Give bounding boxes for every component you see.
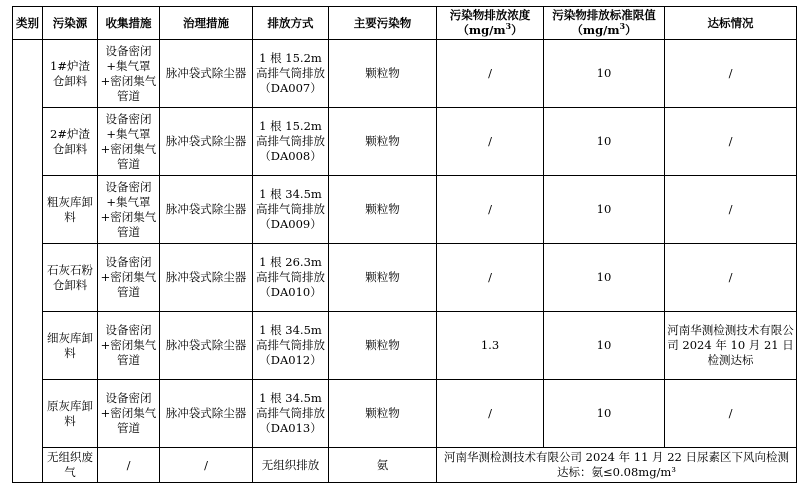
collection-cell: 设备密闭+集气罩+密闭集气管道 <box>98 108 160 176</box>
header-concentration-label: 污染物排放浓度 <box>449 8 531 22</box>
category-cell <box>13 40 43 483</box>
discharge-cell: 1 根 34.5m 高排气筒排放（DA012） <box>253 312 329 380</box>
table-row <box>13 108 797 176</box>
discharge-cell: 1 根 15.2m 高排气筒排放（DA007） <box>253 40 329 108</box>
header-limit <box>544 7 665 40</box>
treatment-cell: 脉冲袋式除尘器 <box>160 108 253 176</box>
pollutant-cell: 颗粒物 <box>329 108 437 176</box>
treatment-cell: 脉冲袋式除尘器 <box>160 380 253 448</box>
pollutant-cell: 颗粒物 <box>329 40 437 108</box>
compliance-cell: / <box>665 108 797 176</box>
source-cell: 粗灰库卸料 <box>43 176 98 244</box>
collection-cell: 设备密闭+集气罩+密闭集气管道 <box>98 40 160 108</box>
discharge-cell: 1 根 15.2m 高排气筒排放（DA008） <box>253 108 329 176</box>
table-row <box>13 312 797 380</box>
collection-cell: 设备密闭+集气罩+密闭集气管道 <box>98 176 160 244</box>
compliance-cell: / <box>665 176 797 244</box>
source-cell: 2#炉渣仓卸料 <box>43 108 98 176</box>
compliance-cell: / <box>665 244 797 312</box>
pollutant-cell: 颗粒物 <box>329 176 437 244</box>
table-row <box>13 176 797 244</box>
header-limit-unit: $(mg/m^3)$ <box>571 21 637 37</box>
discharge-cell: 1 根 34.5m 高排气筒排放（DA013） <box>253 380 329 448</box>
header-compliance: 达标情况 <box>665 7 797 40</box>
table-row <box>13 380 797 448</box>
collection-cell: 设备密闭+密闭集气管道 <box>98 380 160 448</box>
header-collection: 收集措施 <box>98 7 160 40</box>
pollutant-cell: 氨 <box>329 448 437 483</box>
collection-cell: 设备密闭+密闭集气管道 <box>98 312 160 380</box>
discharge-cell: 1 根 34.5m 高排气筒排放（DA009） <box>253 176 329 244</box>
limit-cell: 10 <box>544 40 665 108</box>
header-pollutant: 主要污染物 <box>329 7 437 40</box>
header-row <box>13 7 797 40</box>
limit-cell: 10 <box>544 312 665 380</box>
limit-cell: 10 <box>544 244 665 312</box>
treatment-cell: 脉冲袋式除尘器 <box>160 40 253 108</box>
treatment-cell: 脉冲袋式除尘器 <box>160 312 253 380</box>
table-row <box>13 244 797 312</box>
header-category: 类别 <box>13 7 43 40</box>
emission-table <box>12 6 797 483</box>
collection-cell: 设备密闭+密闭集气管道 <box>98 244 160 312</box>
pollutant-cell: 颗粒物 <box>329 380 437 448</box>
treatment-cell: 脉冲袋式除尘器 <box>160 244 253 312</box>
source-cell: 石灰石粉仓卸料 <box>43 244 98 312</box>
header-concentration-unit: $(mg/m^3)$ <box>457 21 523 37</box>
compliance-cell: / <box>665 380 797 448</box>
treatment-cell: / <box>160 448 253 483</box>
header-limit-label: 污染物排放标准限值 <box>552 8 656 22</box>
collection-cell: / <box>98 448 160 483</box>
discharge-cell: 1 根 26.3m 高排气筒排放（DA010） <box>253 244 329 312</box>
concentration-cell: / <box>437 40 544 108</box>
concentration-cell: / <box>437 380 544 448</box>
compliance-cell: / <box>665 40 797 108</box>
source-cell: 无组织废气 <box>43 448 98 483</box>
source-cell: 原灰库卸料 <box>43 380 98 448</box>
header-discharge: 排放方式 <box>253 7 329 40</box>
pollutant-cell: 颗粒物 <box>329 312 437 380</box>
header-source: 污染源 <box>43 7 98 40</box>
table-row <box>13 40 797 108</box>
header-treatment: 治理措施 <box>160 7 253 40</box>
table-row-fugitive <box>13 448 797 483</box>
concentration-cell: / <box>437 244 544 312</box>
source-cell: 细灰库卸料 <box>43 312 98 380</box>
limit-cell: 10 <box>544 380 665 448</box>
merged-compliance-note: 河南华测检测技术有限公司 2024 年 11 月 22 日尿素区下风向检测达标：氨≤0.08mg/m³ <box>437 448 797 483</box>
treatment-cell: 脉冲袋式除尘器 <box>160 176 253 244</box>
concentration-cell: / <box>437 176 544 244</box>
compliance-cell: 河南华测检测技术有限公司 2024 年 10 月 21 日检测达标 <box>665 312 797 380</box>
header-concentration <box>437 7 544 40</box>
limit-cell: 10 <box>544 176 665 244</box>
discharge-cell: 无组织排放 <box>253 448 329 483</box>
limit-cell: 10 <box>544 108 665 176</box>
concentration-cell: 1.3 <box>437 312 544 380</box>
source-cell: 1#炉渣仓卸料 <box>43 40 98 108</box>
pollutant-cell: 颗粒物 <box>329 244 437 312</box>
concentration-cell: / <box>437 108 544 176</box>
